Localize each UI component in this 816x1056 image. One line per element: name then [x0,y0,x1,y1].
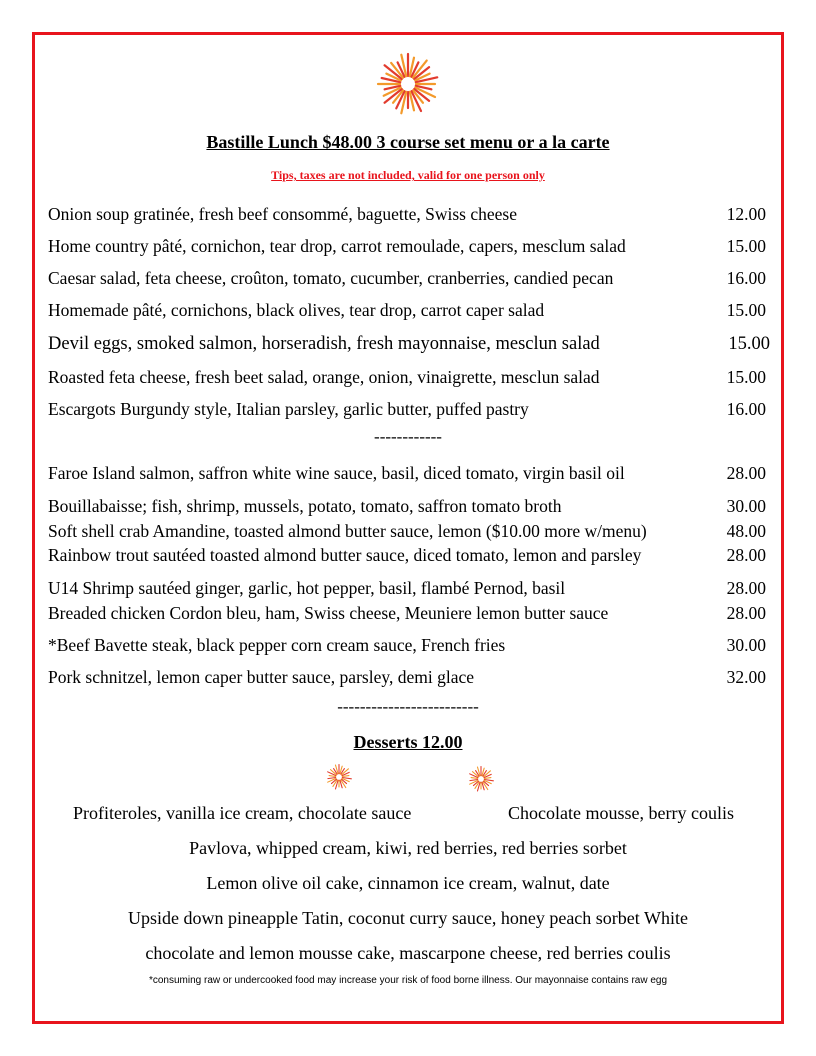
item-price: 30.00 [726,496,766,516]
item-price: 28.00 [726,545,766,565]
item-price: 48.00 [726,521,766,541]
menu-subtitle: Tips, taxes are not included, valid for one person only [271,168,545,182]
item-description: Home country pâté, cornichon, tear drop, carrot remoulade, capers, mesclum salad [48,236,626,256]
item-description: Soft shell crab Amandine, toasted almond butter sauce, lemon ($10.00 more w/menu) [48,521,647,541]
item-price: 16.00 [726,268,766,288]
section-divider: ------------------------- [337,697,479,716]
item-price: 32.00 [726,667,766,687]
item-price: 15.00 [726,300,766,320]
item-price: 15.00 [728,334,770,354]
item-description: U14 Shrimp sautéed ginger, garlic, hot pepper, basil, flambé Pernod, basil [48,578,566,598]
desserts-title: Desserts 12.00 [353,732,463,752]
item-description: Devil eggs, smoked salmon, horseradish, fresh mayonnaise, mesclun salad [48,334,600,354]
item-price: 30.00 [726,635,766,655]
dessert-item: Lemon olive oil cake, cinnamon ice cream, walnut, date [206,873,610,893]
item-description: Caesar salad, feta cheese, croûton, tomato, cucumber, cranberries, candied pecan [48,268,614,288]
item-description: Onion soup gratinée, fresh beef consommé, baguette, Swiss cheese [48,204,517,224]
dessert-item: Pavlova, whipped cream, kiwi, red berries, red berries sorbet [189,838,627,858]
allergy-footnote: *consuming raw or undercooked food may increase your risk of food borne illness. Our mayonnaise contains raw egg [148,975,668,986]
item-description: Roasted feta cheese, fresh beet salad, orange, onion, vinaigrette, mesclun salad [48,367,600,387]
firework-icon [466,764,496,794]
item-price: 15.00 [726,236,766,256]
item-description: Faroe Island salmon, saffron white wine sauce, basil, diced tomato, virgin basil oil [48,463,625,483]
item-price: 28.00 [726,603,766,623]
item-price: 16.00 [726,399,766,419]
dessert-item: Chocolate mousse, berry coulis [508,803,734,823]
dessert-item: Upside down pineapple Tatin, coconut curry sauce, honey peach sorbet White [128,908,688,928]
dessert-item: chocolate and lemon mousse cake, mascarpone cheese, red berries coulis [145,943,671,963]
item-price: 15.00 [726,367,766,387]
item-description: Breaded chicken Cordon bleu, ham, Swiss cheese, Meuniere lemon butter sauce [48,603,609,623]
item-description: Bouillabaisse; fish, shrimp, mussels, potato, tomato, saffron tomato broth [48,496,562,516]
item-description: Pork schnitzel, lemon caper butter sauce, parsley, demi glace [48,667,474,687]
item-price: 28.00 [726,463,766,483]
firework-icon [324,762,354,792]
item-description: Escargots Burgundy style, Italian parsley, garlic butter, puffed pastry [48,399,529,419]
menu-title: Bastille Lunch $48.00 3 course set menu or a la carte [206,132,610,152]
item-price: 28.00 [726,578,766,598]
item-price: 12.00 [726,204,766,224]
item-description: Homemade pâté, cornichons, black olives, tear drop, carrot caper salad [48,300,545,320]
item-description: Rainbow trout sautéed toasted almond butter sauce, diced tomato, lemon and parsley [48,545,642,565]
firework-icon [372,48,444,120]
item-description: *Beef Bavette steak, black pepper corn cream sauce, French fries [48,635,506,655]
dessert-item: Profiteroles, vanilla ice cream, chocolate sauce [73,803,412,823]
section-divider: ------------ [374,427,442,446]
